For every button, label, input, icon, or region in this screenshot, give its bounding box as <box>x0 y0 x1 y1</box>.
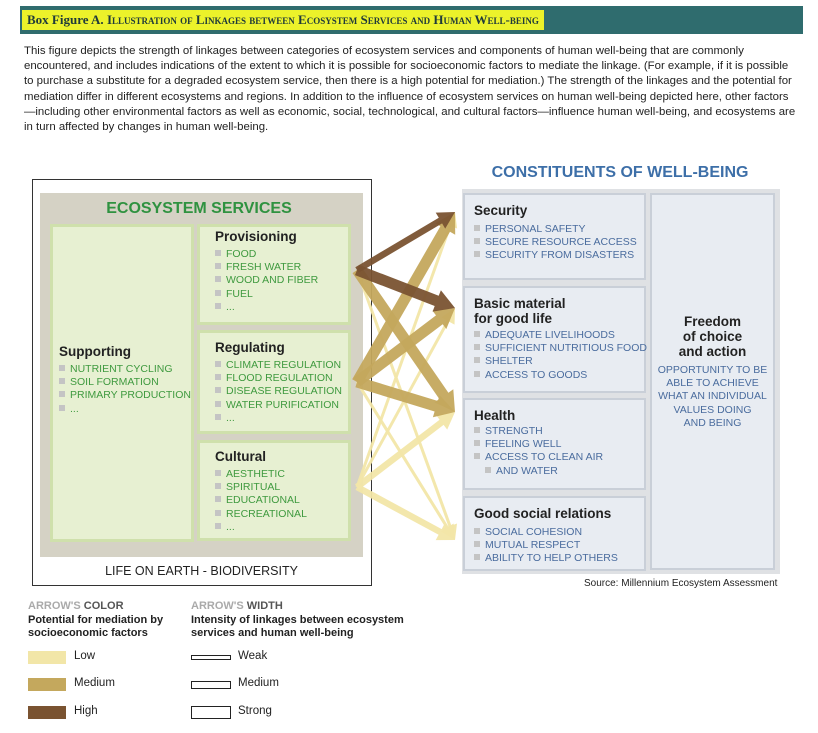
supporting-item: SOIL FORMATION <box>59 376 191 389</box>
social-relations-item: SOCIAL COHESION <box>474 526 618 539</box>
security-title: Security <box>474 203 528 218</box>
legend-desc-line: socioeconomic factors <box>28 626 148 639</box>
cultural-item: SPIRITUAL <box>215 481 307 494</box>
freedom-desc-line: VALUES DOING <box>673 403 752 416</box>
legend-label-low: Low <box>74 650 96 662</box>
freedom-title-line: of choice <box>682 329 743 344</box>
supporting-title: Supporting <box>59 344 131 359</box>
basic-material-title-line2: for good life <box>474 311 552 326</box>
provisioning-item: FOOD <box>215 248 318 261</box>
legend-label-high: High <box>74 705 98 717</box>
cultural-item: ... <box>215 521 307 534</box>
legend-color-heading <box>28 600 124 612</box>
legend-width-weak-bar <box>191 655 231 660</box>
health-item: ACCESS TO CLEAN AIR <box>474 451 603 464</box>
supporting-item: PRIMARY PRODUCTION <box>59 389 191 402</box>
regulating-title: Regulating <box>215 340 285 355</box>
legend-color-heading-b: COLOR <box>83 600 124 612</box>
provisioning-item: FUEL <box>215 288 318 301</box>
provisioning-title: Provisioning <box>215 229 297 244</box>
biodiversity-label: LIFE ON EARTH - BIODIVERSITY <box>105 564 298 578</box>
regulating-item: WATER PURIFICATION <box>215 399 342 412</box>
legend-desc-line: Potential for mediation by <box>28 614 164 626</box>
source-note: Source: Millennium Ecosystem Assessment <box>584 578 778 589</box>
regulating-item: ... <box>215 412 342 425</box>
regulating-item: CLIMATE REGULATION <box>215 359 342 372</box>
cultural-item: RECREATIONAL <box>215 508 307 521</box>
legend-swatch-low <box>28 651 66 664</box>
health-item: AND WATER <box>474 465 603 478</box>
legend-desc-line: services and human well-being <box>191 626 354 639</box>
legend-width-weak: Weak <box>238 650 268 662</box>
basic-material-item: ACCESS TO GOODS <box>474 369 647 382</box>
legend-width-heading-b: WIDTH <box>246 600 283 612</box>
freedom-desc-line: OPPORTUNITY TO BE <box>657 364 768 376</box>
freedom-desc-line: ABLE TO ACHIEVE <box>666 377 759 390</box>
health-title: Health <box>474 408 516 423</box>
regulating-item: FLOOD REGULATION <box>215 372 342 385</box>
supporting-item: NUTRIENT CYCLING <box>59 363 191 376</box>
legend-width-medium: Medium <box>238 677 279 689</box>
arrow-cultural-to-social <box>356 484 456 540</box>
ecosystem-services-title: ECOSYSTEM SERVICES <box>106 200 292 217</box>
regulating-item: DISEASE REGULATION <box>215 385 342 398</box>
legend-width-strong-bar <box>191 706 231 719</box>
legend-swatch-medium <box>28 678 66 691</box>
health-item: STRENGTH <box>474 425 603 438</box>
freedom-title-line: and action <box>678 344 747 359</box>
cultural-item: AESTHETIC <box>215 468 307 481</box>
basic-material-item: SUFFICIENT NUTRITIOUS FOOD <box>474 342 647 355</box>
social-relations-item: MUTUAL RESPECT <box>474 539 618 552</box>
basic-material-item: ADEQUATE LIVELIHOODS <box>474 329 647 342</box>
security-item: PERSONAL SAFETY <box>474 223 637 236</box>
legend-width-heading-a: ARROW'S <box>191 600 244 612</box>
legend-color-heading-a: ARROW'S <box>28 600 81 612</box>
legend-color-description <box>28 614 163 639</box>
freedom-title-line: Freedom <box>683 314 741 329</box>
intro-paragraph: This figure depicts the strength of linkages between categories of ecosystem services and components of human well-being that are commonly encountered, and includes indications of the extent to which it is possible for socioeconomic factors to mediate the linkage. (For example, if it is possible to purchase a substitute for a degraded ecosystem service, then there is a high potential for mediation.) The strength of the linkages and the potential for mediation differ in different ecosystems and regions. In addition to the influence of ecosystem services on human well-being depicted here, other factors—including other environmental factors as well as economic, social, technological, and cultural factors—influence human well-being, and ecosystems are in turn affected by changes in human well-being. <box>24 45 796 134</box>
health-item: FEELING WELL <box>474 438 603 451</box>
figure-title-prefix: Box Figure A. <box>27 12 104 27</box>
provisioning-item: FRESH WATER <box>215 261 318 274</box>
freedom-desc-line: WHAT AN INDIVIDUAL <box>658 390 767 403</box>
constituents-title: CONSTITUENTS OF WELL-BEING <box>491 164 749 181</box>
legend-desc-line: Intensity of linkages between ecosystem <box>191 614 404 626</box>
basic-material-item: SHELTER <box>474 355 647 368</box>
social-relations-item: ABILITY TO HELP OTHERS <box>474 552 618 565</box>
legend-swatch-high <box>28 706 66 719</box>
legend-width-medium-bar <box>191 681 231 689</box>
provisioning-item: WOOD AND FIBER <box>215 274 318 287</box>
supporting-item: ... <box>59 403 191 416</box>
legend-label-medium: Medium <box>74 677 115 689</box>
legend-width-strong: Strong <box>238 705 272 717</box>
figure-title-text: Illustration of Linkages between Ecosystem Services and Human Well-being <box>106 12 539 27</box>
social-relations-title: Good social relations <box>474 506 612 521</box>
legend-width-description <box>191 614 404 639</box>
arrow-regulating-to-basic <box>354 308 455 386</box>
legend-width-heading <box>191 600 283 612</box>
security-item: SECURE RESOURCE ACCESS <box>474 236 637 249</box>
security-item: SECURITY FROM DISASTERS <box>474 249 637 262</box>
cultural-item: EDUCATIONAL <box>215 494 307 507</box>
basic-material-title-line1: Basic material <box>474 296 566 311</box>
provisioning-item: ... <box>215 301 318 314</box>
cultural-title: Cultural <box>215 449 267 464</box>
freedom-desc-line: AND BEING <box>683 416 742 429</box>
